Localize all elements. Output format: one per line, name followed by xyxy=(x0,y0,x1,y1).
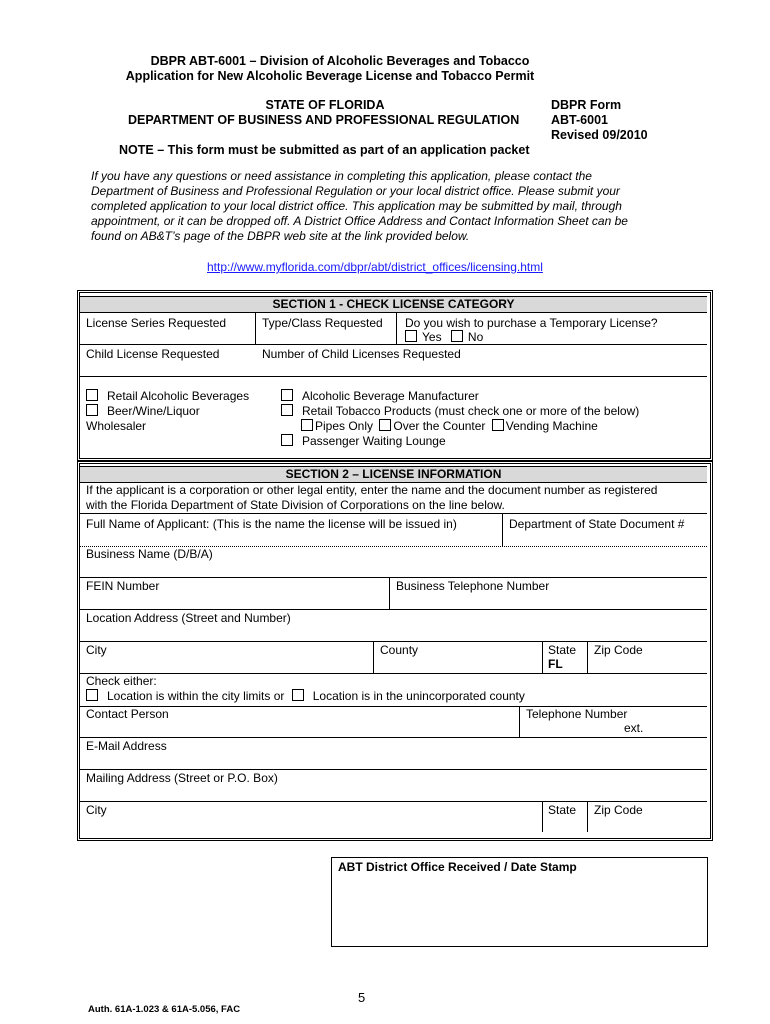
temporary-options xyxy=(405,330,483,345)
mailing-address-label: Mailing Address (Street or P.O. Box) xyxy=(86,771,278,785)
form-subtitle: Application for New Alcoholic Beverage License and Tobacco Permit xyxy=(125,69,535,83)
note: NOTE – This form must be submitted as part of an application packet xyxy=(119,143,530,157)
unincorporated-checkbox[interactable] xyxy=(292,689,304,701)
fein-label: FEIN Number xyxy=(86,579,160,593)
mailing-state-label: State xyxy=(548,803,577,817)
intro-paragraph: If you have any questions or need assistance in completing this application, please contact the Department of Business and Professional Regulation or your local district office. Please submit your completed application to your local district office. This application may be submitted by mail, through appointment, or it can be dropped off. A District Office Address and Contact Information Sheet can be found on AB&T’s page of the DBPR web site at the link provided below. xyxy=(91,169,628,243)
check-either-label: Check either: xyxy=(86,674,157,688)
retail-tobacco-option: Retail Tobacco Products (must check one or more of the below) xyxy=(281,404,639,419)
mailing-zip-label: Zip Code xyxy=(594,803,643,817)
retail-tobacco-checkbox[interactable] xyxy=(281,404,293,416)
retail-alcoholic-checkbox[interactable] xyxy=(86,389,98,401)
temporary-yes-label: Yes xyxy=(422,330,442,344)
section1-title: SECTION 1 - CHECK LICENSE CATEGORY xyxy=(80,296,707,313)
num-child-licenses-label: Number of Child Licenses Requested xyxy=(262,347,461,361)
business-name-label: Business Name (D/B/A) xyxy=(86,547,213,561)
telephone-label: Telephone Number xyxy=(526,707,628,721)
form-title: DBPR ABT-6001 – Division of Alcoholic Beverages and Tobacco xyxy=(150,54,530,68)
form-label: DBPR Form xyxy=(551,98,622,112)
location-type-options: Location is within the city limits or Location is in the unincorporated county xyxy=(86,689,525,704)
revised-date: Revised 09/2010 xyxy=(551,128,648,142)
over-counter-checkbox[interactable] xyxy=(379,419,391,431)
vending-machine-checkbox[interactable] xyxy=(492,419,504,431)
lounge-checkbox[interactable] xyxy=(281,434,293,446)
manufacturer-checkbox[interactable] xyxy=(281,389,293,401)
county-label: County xyxy=(380,643,419,657)
date-stamp-title: ABT District Office Received / Date Stamp xyxy=(338,860,577,874)
mailing-city-label: City xyxy=(86,803,107,817)
section2-title: SECTION 2 – LICENSE INFORMATION xyxy=(80,466,707,483)
license-series-label: License Series Requested xyxy=(86,316,227,330)
temporary-no-label: No xyxy=(467,330,484,344)
authority-citation: Auth. 61A-1.023 & 61A-5.056, FAC xyxy=(88,1004,241,1015)
state-value: FL xyxy=(548,657,563,671)
beer-wine-checkbox[interactable] xyxy=(86,404,98,416)
page-number: 5 xyxy=(358,990,366,1005)
beer-wine-option: Beer/Wine/Liquor xyxy=(86,404,200,419)
doc-number-label: Department of State Document # xyxy=(509,517,685,531)
manufacturer-option: Alcoholic Beverage Manufacturer xyxy=(281,389,479,404)
city-label: City xyxy=(86,643,107,657)
form-number: ABT-6001 xyxy=(551,113,608,127)
state-label: State xyxy=(548,643,577,657)
type-class-label: Type/Class Requested xyxy=(262,316,383,330)
location-address-label: Location Address (Street and Number) xyxy=(86,611,291,625)
ext-label: ext. xyxy=(624,721,644,735)
retail-alcoholic-option: Retail Alcoholic Beverages xyxy=(86,389,249,404)
full-name-label: Full Name of Applicant: (This is the name the license will be issued in) xyxy=(86,517,457,531)
department-name: DEPARTMENT OF BUSINESS AND PROFESSIONAL REGULATION xyxy=(128,113,520,127)
within-city-checkbox[interactable] xyxy=(86,689,98,701)
zip-label: Zip Code xyxy=(594,643,643,657)
temporary-license-question: Do you wish to purchase a Temporary License? xyxy=(405,316,658,330)
tobacco-suboptions: Pipes Only Over the Counter Vending Machine xyxy=(301,419,598,434)
email-label: E-Mail Address xyxy=(86,739,167,753)
district-offices-link[interactable]: http://www.myflorida.com/dbpr/abt/district_offices/licensing.html xyxy=(207,260,543,274)
state-name: STATE OF FLORIDA xyxy=(265,98,385,112)
temporary-yes-checkbox[interactable] xyxy=(405,330,417,342)
contact-person-label: Contact Person xyxy=(86,707,169,721)
section2-instructions: If the applicant is a corporation or other legal entity, enter the name and the document number as registered with the Florida Department of State Division of Corporations on the line below. xyxy=(86,483,658,512)
child-license-label: Child License Requested xyxy=(86,347,220,361)
date-stamp-box xyxy=(331,857,708,947)
temporary-no-checkbox[interactable] xyxy=(451,330,463,342)
business-phone-label: Business Telephone Number xyxy=(396,579,550,593)
wholesaler-label: Wholesaler xyxy=(86,419,147,433)
lounge-option: Passenger Waiting Lounge xyxy=(281,434,446,449)
pipes-only-checkbox[interactable] xyxy=(301,419,313,431)
